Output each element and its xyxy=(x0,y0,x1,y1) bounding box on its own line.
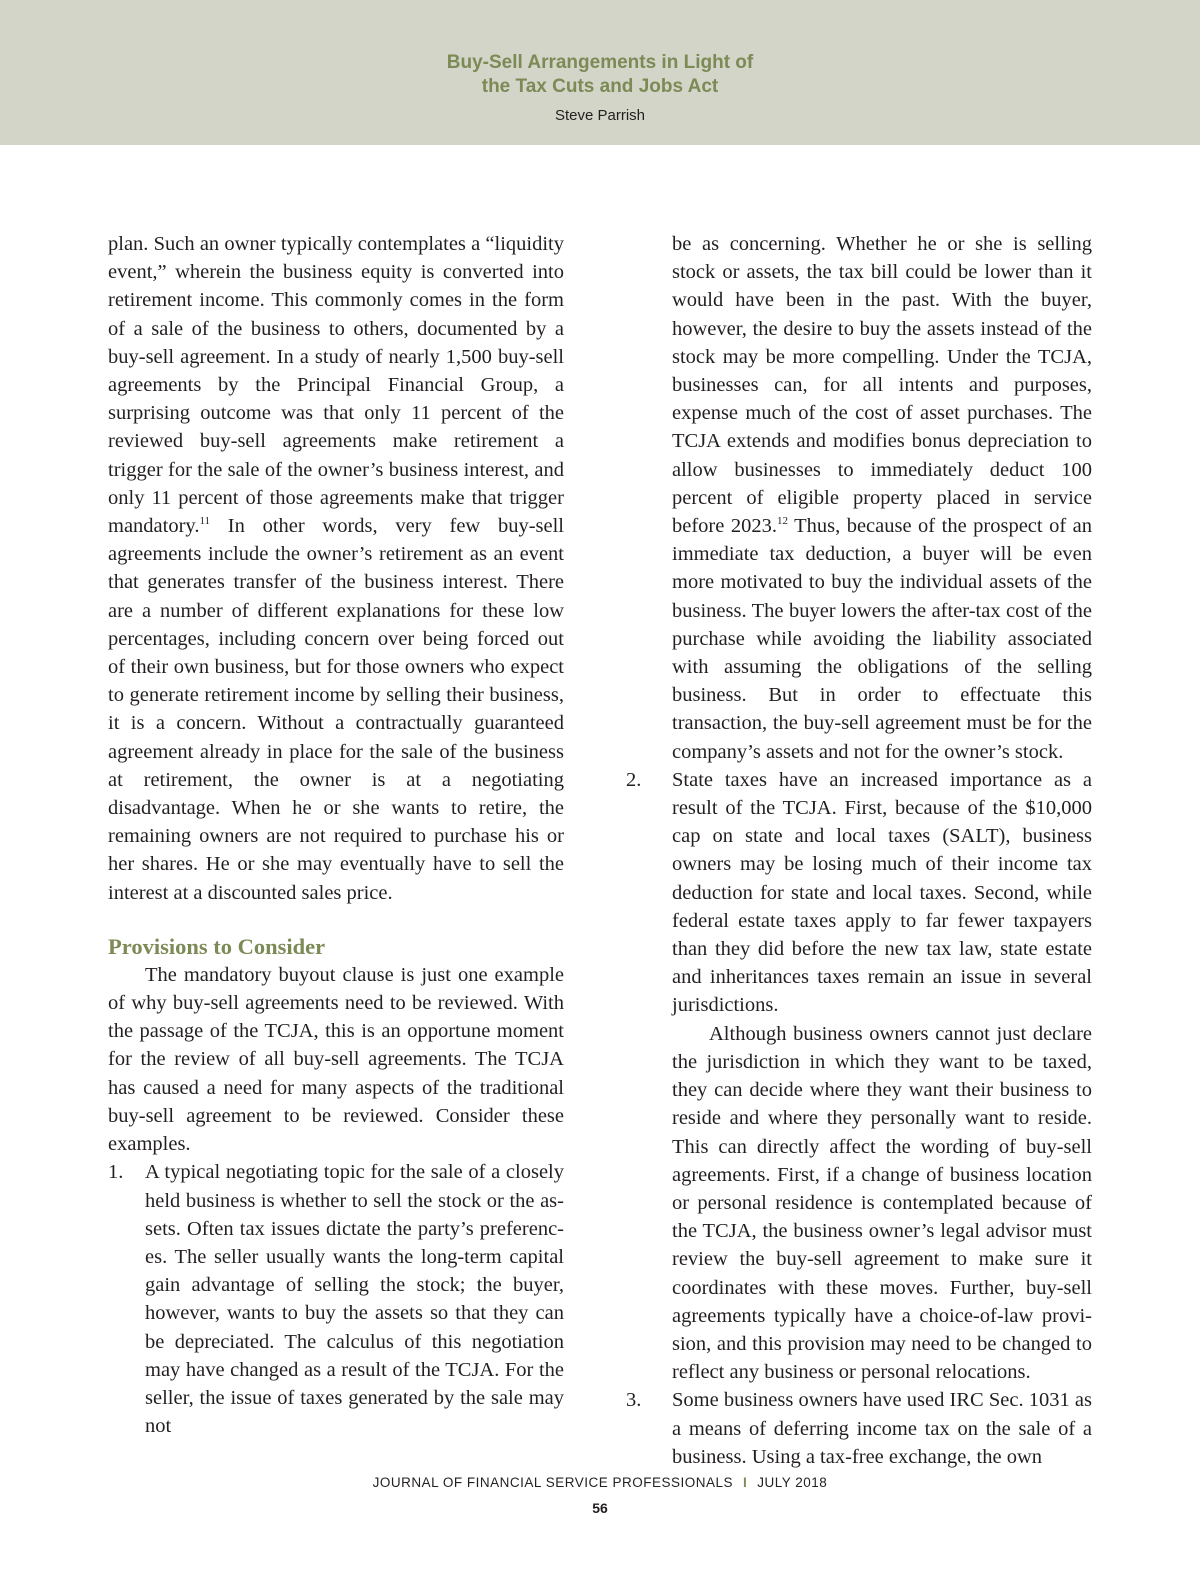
journal-name: JOURNAL OF FINANCIAL SERVICE PROFESSIONALS xyxy=(372,1475,733,1490)
list-item-2 xyxy=(624,766,1092,1020)
list-item-text: Some business owners have used IRC Sec. 1031 as a means of deferring income tax on the sale of a business. Using a tax-free exchange, the own xyxy=(672,1389,1092,1468)
running-footer xyxy=(0,1475,1200,1490)
footer-separator: I xyxy=(743,1475,748,1490)
issue-date: JULY 2018 xyxy=(757,1475,828,1490)
running-header xyxy=(0,0,1200,145)
list-item-1-continued xyxy=(624,230,1092,766)
list-number: 1. xyxy=(108,1161,124,1184)
section-heading: Provisions to Consider xyxy=(108,933,326,959)
list-item-2-paragraph: Although business owners cannot just declare the jurisdiction in which they want to be taxed, they can decide where they want their business to reside and where they personally want to reside. This can directly affect the wording of buy-sell agreements. First, if a change of business location or personal residence is contemplated because of the TCJA, the business owner’s legal advisor must review the buy-sell agreement to make sure it coordinates with these moves. Further, buy-sell agreements typically have a choice-of-law provision, and this provision may need to be changed to reflect any business or personal relocations. xyxy=(672,1022,1092,1384)
right-column xyxy=(624,230,1092,1471)
paragraph-text: plan. Such an owner typically contemplates a “liquidity event,” wherein the business equity is converted into retirement income. This commonly comes in the form of a sale of the business to others, documented by a buy-sell agreement. In a study of nearly 1,500 buy-sell agreements by the Principal Financial Group, a surprising outcome was that only 11 percent of the reviewed buy-sell agreements make retirement a trigger for the sale of the owner’s business interest, and only 11 percent of those agreements make that trigger mandatory. xyxy=(108,233,564,538)
left-column xyxy=(108,230,564,1440)
paragraph-text: Thus, because of the prospect of an immediate tax deduction, a buyer will be even more motivated to buy the individual assets of the business. The buyer lowers the after-tax cost of the purchase while avoiding the liability associated with assuming the obligations of the selling business. But in order to effectuate this transaction, the buy-sell agreement must be for the company’s assets and not for the owner’s stock. xyxy=(672,515,1092,763)
article-author: Steve Parrish xyxy=(554,107,646,124)
list-item-text: State taxes have an increased importance as a result of the TCJA. First, because of the $10,000 cap on state and local taxes (SALT), business owners may be losing much of their income tax deduction for state and local taxes. Second, while federal estate taxes apply to far fewer taxpayers than they did before the new tax law, state estate and inheritances taxes remain an issue in several jurisdictions. xyxy=(672,768,1092,1017)
article-title xyxy=(0,51,1200,99)
article-title-line-2: the Tax Cuts and Jobs Act xyxy=(481,76,719,97)
paragraph-provisions: The mandatory buyout clause is just one example of why buy-sell agreements need to be reviewed. With the passage of the TCJA, this is an opportune moment for the review of all buy-sell agreements. The TCJA has caused a need for many aspects of the traditional buy-sell agreement to be reviewed. Consider these examples. xyxy=(108,963,564,1156)
article-title-line-1: Buy-Sell Arrangements in Light of xyxy=(446,52,754,73)
footnote-ref-12: 12 xyxy=(776,515,788,528)
page-number: 56 xyxy=(592,1500,608,1516)
list-number: 3. xyxy=(626,1389,642,1412)
list-item-3 xyxy=(624,1386,1092,1471)
paragraph-text: In other words, very few buy-sell agreements include the owner’s retirement as an event that generates transfer of the business interest. There are a number of different explanations for these low percentages, including concern over being forced out of their own business, but for those owners who expect to generate retirement income by selling their business, it is a concern. Without a contractually guaranteed agreement already in place for the sale of the business at retirement, the owner is at a negotiating disadvantage. When he or she wants to retire, the remaining owners are not required to purchase his or her shares. He or she may eventually have to sell the interest at a discounted sales price. xyxy=(108,515,564,904)
paragraph-retirement xyxy=(108,230,564,907)
paragraph-text: be as concerning. Whether he or she is selling stock or assets, the tax bill could be lower than it would have been in the past. With the buyer, however, the desire to buy the assets instead of the stock may be more compelling. Under the TCJA, businesses can, for all intents and purposes, expense much of the cost of asset purchases. The TCJA extends and modifies bonus depreciation to allow businesses to immediately deduct 100 percent of eligible property placed in service before 2023. xyxy=(672,233,1092,538)
footnote-ref-11: 11 xyxy=(199,515,211,528)
list-number: 2. xyxy=(626,768,642,791)
list-item-text: A typical negotiating topic for the sale of a closely held business is whether to sell the stock or the assets. Often tax issues dictate the party’s preferences. The seller usually wants the long-term capital gain advantage of selling the stock; the buyer, however, wants to buy the assets so that they can be depreciated. The calculus of this negotiation may have changed as a result of the TCJA. For the seller, the issue of taxes generated by the sale may not xyxy=(145,1161,564,1438)
list-item-1 xyxy=(108,1158,564,1440)
